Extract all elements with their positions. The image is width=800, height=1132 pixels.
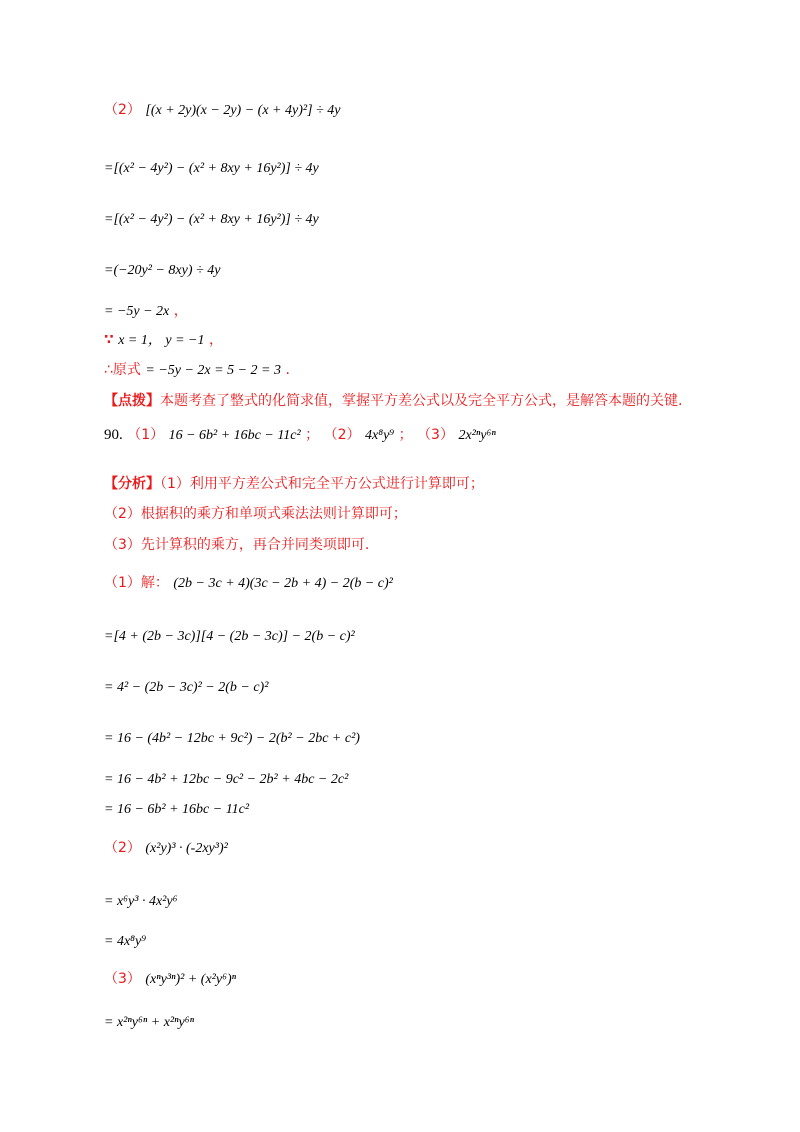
solution-3-start bbox=[104, 969, 236, 990]
question-number: 90. bbox=[104, 427, 123, 443]
line-part2-problem bbox=[104, 100, 340, 121]
solution-1-start bbox=[104, 573, 393, 594]
part-label: （2） bbox=[104, 102, 141, 118]
punctuation: ， bbox=[208, 332, 223, 348]
line-step-4 bbox=[104, 301, 188, 322]
math-expression: = −5y − 2x = 5 − 2 = 3 bbox=[145, 363, 281, 378]
math-expression: (x²y)³ · (-2xy³)² bbox=[145, 841, 228, 856]
line-because bbox=[104, 330, 223, 351]
answer-2: 4x⁸y⁹ bbox=[364, 428, 395, 443]
analysis-text: （2）根据积的乘方和单项式乘法法则计算即可； bbox=[104, 506, 407, 522]
solution-1-step-2 bbox=[104, 677, 268, 698]
math-expression: =[4 + (2b − 3c)][4 − (2b − 3c)] − 2(b − c)² bbox=[104, 629, 355, 644]
tip-line bbox=[104, 391, 682, 411]
line-therefore bbox=[104, 360, 290, 381]
analysis-tag: 【分析】 bbox=[104, 476, 160, 492]
tip-tag: 【点拨】 bbox=[104, 393, 160, 409]
punctuation: ， bbox=[173, 303, 188, 319]
math-expression: = 4x⁸y⁹ bbox=[104, 934, 147, 949]
answer-label-1: （1） bbox=[127, 427, 165, 443]
answer-3: 2x²ⁿy⁶ⁿ bbox=[458, 428, 496, 443]
math-expression: = x²ⁿy⁶ⁿ + x²ⁿy⁶ⁿ bbox=[104, 1015, 195, 1030]
analysis-text: （1）利用平方差公式和完全平方公式进行计算即可； bbox=[160, 476, 484, 492]
solution-1-step-3 bbox=[104, 728, 360, 749]
therefore-label: ∴原式 bbox=[104, 362, 141, 378]
line-step-2 bbox=[104, 209, 319, 230]
solution-2-step-1 bbox=[104, 891, 177, 912]
math-expression: = x⁶y³ · 4x²y⁶ bbox=[104, 894, 178, 909]
math-expression: =[(x² − 4y²) − (x² + 8xy + 16y²)] ÷ 4y bbox=[104, 212, 319, 227]
separator: ； bbox=[305, 427, 320, 443]
part-label: （2） bbox=[104, 840, 141, 856]
math-expression: =(−20y² − 8xy) ÷ 4y bbox=[104, 263, 221, 278]
solution-1-step-4 bbox=[104, 769, 348, 790]
math-expression: [(x + 2y)(x − 2y) − (x + 4y)²] ÷ 4y bbox=[145, 103, 341, 118]
math-expression: x = 1， y = −1 bbox=[118, 333, 205, 348]
analysis-text: （3）先计算积的乘方，再合并同类项即可. bbox=[104, 537, 370, 553]
solution-1-step-1 bbox=[104, 626, 355, 647]
math-expression: = 4² − (2b − 3c)² − 2(b − c)² bbox=[104, 680, 269, 695]
solution-3-step-1 bbox=[104, 1012, 194, 1033]
math-expression: (xⁿy³ⁿ)² + (x²y⁶)ⁿ bbox=[145, 972, 237, 987]
answer-1: 16 − 6b² + 16bc − 11c² bbox=[168, 428, 301, 443]
separator: ； bbox=[398, 427, 413, 443]
analysis-line-2 bbox=[104, 504, 407, 524]
solution-2-step-2 bbox=[104, 931, 146, 952]
analysis-line-1 bbox=[104, 474, 484, 494]
math-expression: =[(x² − 4y²) − (x² + 8xy + 16y²)] ÷ 4y bbox=[104, 161, 319, 176]
line-step-3 bbox=[104, 260, 220, 281]
solution-1-step-5 bbox=[104, 799, 249, 820]
math-expression: = −5y − 2x bbox=[104, 304, 170, 319]
math-expression: = 16 − 4b² + 12bc − 9c² − 2b² + 4bc − 2c² bbox=[104, 772, 349, 787]
analysis-line-3 bbox=[104, 535, 369, 555]
math-expression: = 16 − 6b² + 16bc − 11c² bbox=[104, 802, 250, 817]
solution-label: （1）解： bbox=[104, 575, 169, 591]
math-expression: (2b − 3c + 4)(3c − 2b + 4) − 2(b − c)² bbox=[173, 576, 393, 591]
solution-2-start bbox=[104, 838, 228, 859]
answer-label-2: （2） bbox=[323, 427, 361, 443]
math-expression: = 16 − (4b² − 12bc + 9c²) − 2(b² − 2bc + c²) bbox=[104, 731, 360, 746]
line-step-1 bbox=[104, 158, 319, 179]
part-label: （3） bbox=[104, 971, 141, 987]
question-90-answers bbox=[104, 425, 496, 446]
answer-label-3: （3） bbox=[417, 427, 454, 443]
tip-text: 本题考查了整式的化简求值，掌握平方差公式以及完全平方公式，是解答本题的关键. bbox=[160, 393, 683, 409]
because-symbol: ∵ bbox=[104, 332, 114, 348]
punctuation: . bbox=[285, 362, 290, 378]
